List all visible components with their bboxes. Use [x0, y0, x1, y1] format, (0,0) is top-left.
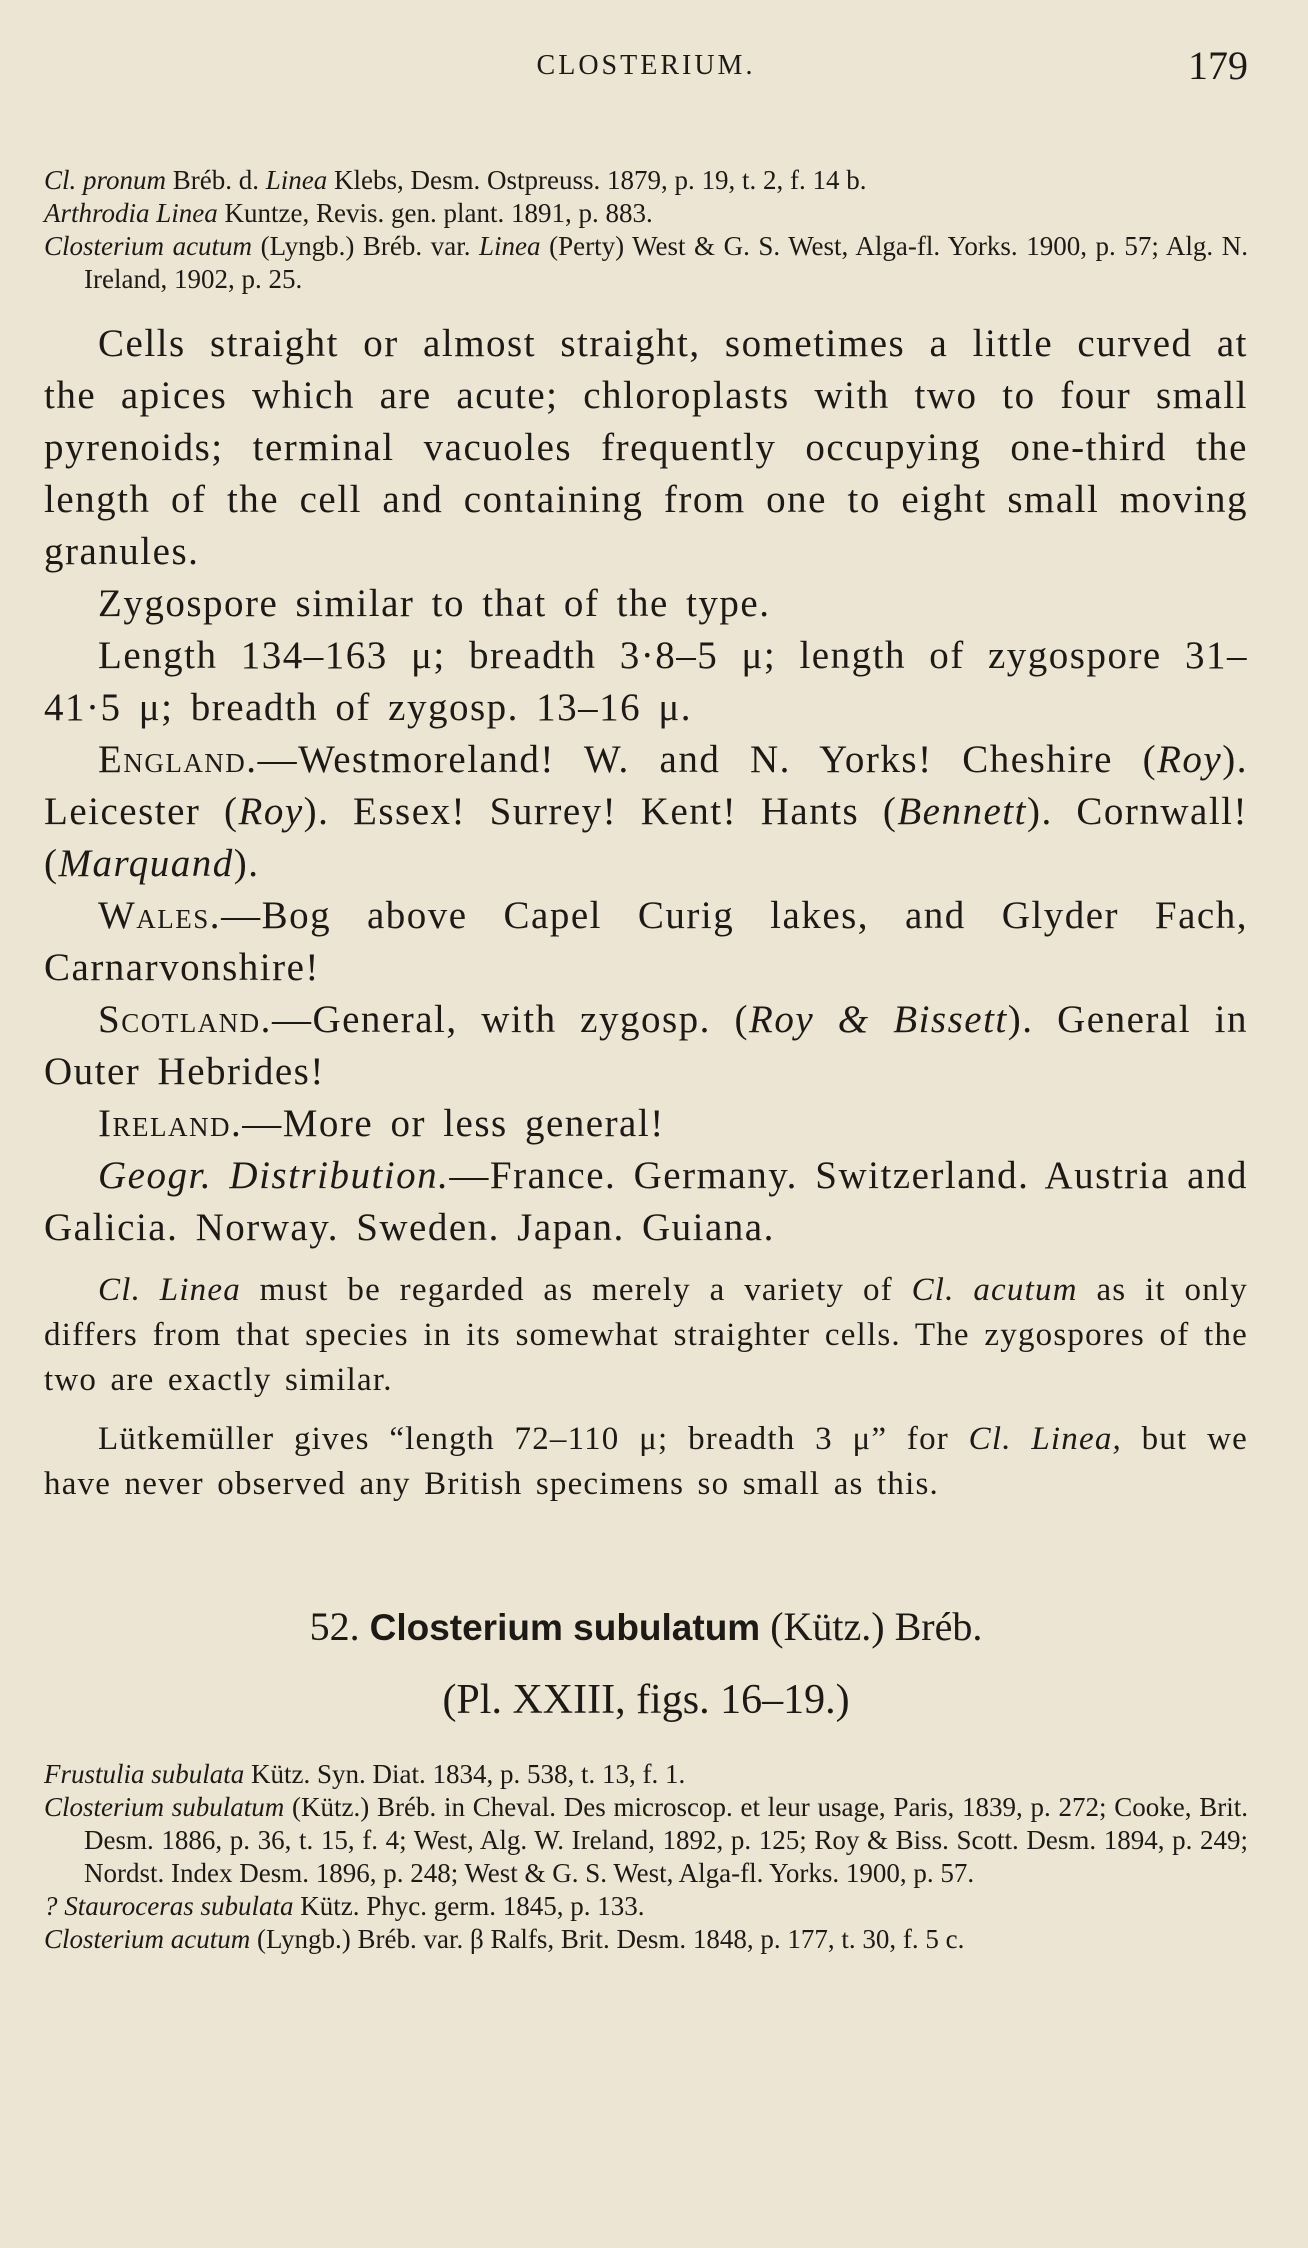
running-head: CLOSTERIUM. [536, 50, 756, 81]
synonym-entry: ? Stauroceras subulata Kütz. Phyc. germ. 1845, p. 133. [44, 1891, 645, 1921]
species-name: Closterium subulatum [369, 1607, 761, 1648]
species-heading [44, 1603, 1248, 1650]
synonym-entry: Closterium acutum (Lyngb.) Bréb. var. β Ralfs, Brit. Desm. 1848, p. 177, t. 30, f. 5 c. [44, 1924, 965, 1954]
note-lutkemuller: Lütkemüller gives “length 72–110 μ; breadth 3 μ” for Cl. Linea, but we have never observed any British specimens so small as this. [44, 1421, 1248, 1502]
page-header [44, 42, 1248, 92]
note-variety: Cl. Linea must be regarded as merely a variety of Cl. acutum as it only differs from that species in its somewhat straighter cells. The zygospores of the two are exactly similar. [44, 1272, 1249, 1398]
synonymy-linea [44, 164, 1248, 296]
synonym-entry: Closterium subulatum (Kütz.) Bréb. in Cheval. Des microscop. et leur usage, Paris, 1839, p. 272; Cooke, Brit. Desm. 1886, p. 36, t. 15, f. 4; West, Alg. W. Ireland, 1892, p. 125; Roy & Biss. Scott. Desm. 1894, p. 249; Nordst. Index Desm. 1896, p. 248; West & G. S. West, Alga-fl. Yorks. 1900, p. 57. [44, 1792, 1248, 1888]
zygospore-paragraph: Zygospore similar to that of the type. [98, 582, 771, 625]
synonym-entry: Arthrodia Linea Kuntze, Revis. gen. plant. 1891, p. 883. [44, 198, 653, 228]
distribution-geographic: Geogr. Distribution.—France. Germany. Switzerland. Austria and Galicia. Norway. Sweden. Japan. Guiana. [44, 1154, 1248, 1249]
measurements-paragraph: Length 134–163 μ; breadth 3·8–5 μ; length of zygospore 31–41·5 μ; breadth of zygosp. 13–16 μ. [44, 634, 1248, 729]
page-number: 179 [1188, 43, 1248, 88]
plate-reference: (Pl. XXIII, figs. 16–19.) [442, 1677, 850, 1723]
synonym-entry: Frustulia subulata Kütz. Syn. Diat. 1834, p. 538, t. 13, f. 1. [44, 1759, 686, 1789]
distribution-scotland: Scotland.—General, with zygosp. (Roy & Bissett). General in Outer Hebrides! [44, 998, 1249, 1093]
synonym-entry: Closterium acutum (Lyngb.) Bréb. var. Linea (Perty) West & G. S. West, Alga-fl. Yorks. 1900, p. 57; Alg. N. Ireland, 1902, p. 25. [44, 231, 1248, 294]
synonym-entry: Cl. pronum Bréb. d. Linea Klebs, Desm. Ostpreuss. 1879, p. 19, t. 2, f. 14 b. [44, 165, 867, 195]
synonymy-subulatum [44, 1758, 1248, 1956]
distribution-wales: Wales.—Bog above Capel Curig lakes, and Glyder Fach, Carnarvonshire! [44, 894, 1248, 989]
species-authority: (Kütz.) Bréb. [770, 1604, 983, 1649]
description-section [44, 318, 1248, 1254]
distribution-ireland: Ireland.—More or less general! [98, 1102, 665, 1145]
species-number: 52. [309, 1604, 360, 1649]
description-paragraph: Cells straight or almost straight, sometimes a little curved at the apices which are acute; chloroplasts with two to four small pyrenoids; terminal vacuoles frequently occupying one-third the length of the cell and containing from one to eight small moving granules. [44, 322, 1248, 573]
distribution-england: England.—Westmoreland! W. and N. Yorks! Cheshire (Roy). Leicester (Roy). Essex! Surrey! Kent! Hants (Bennett). Cornwall! (Marquand). [44, 738, 1248, 885]
